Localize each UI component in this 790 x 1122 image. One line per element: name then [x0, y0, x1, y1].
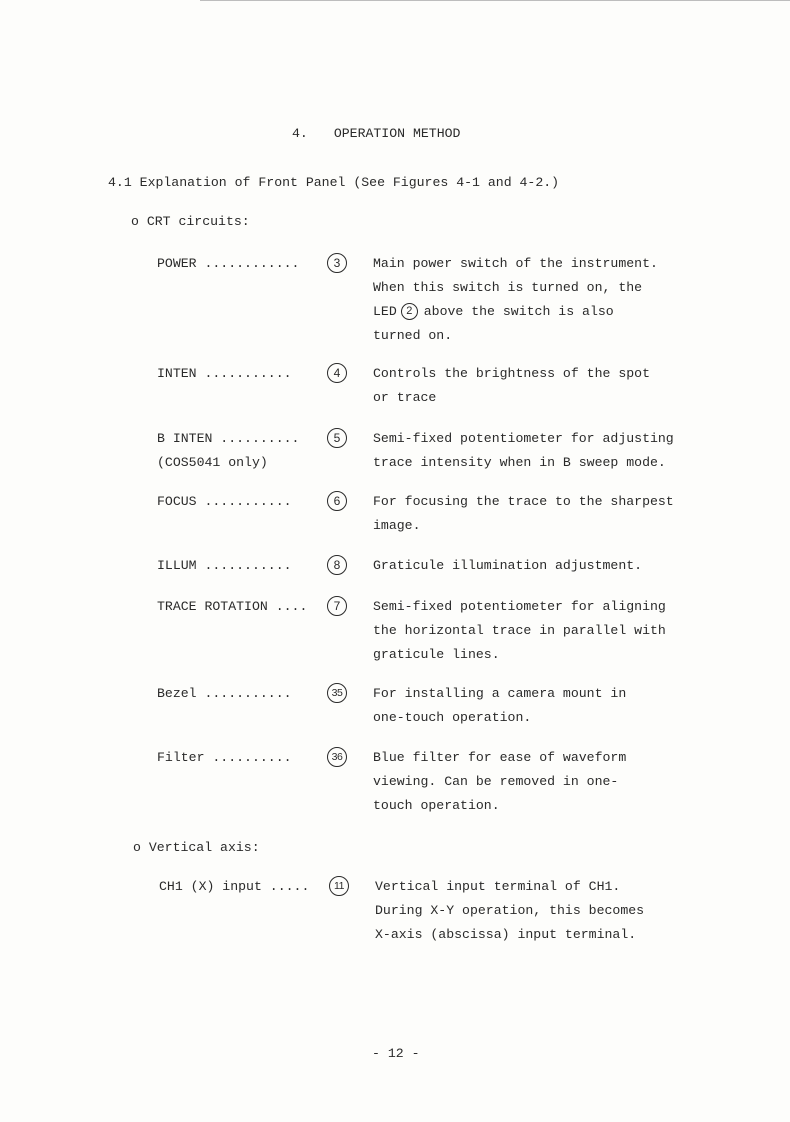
desc-line: or trace — [373, 390, 437, 405]
entry-label — [157, 427, 299, 475]
desc-line: During X-Y operation, this becomes — [375, 903, 645, 918]
entry-label-note: (COS5041 only) — [157, 455, 268, 470]
desc-line: For installing a camera mount in — [373, 686, 627, 701]
entry-label: Filter .......... — [157, 750, 292, 765]
desc-line: Controls the brightness of the spot — [373, 366, 650, 381]
desc-line: Blue filter for ease of waveform — [373, 750, 627, 765]
entry-description — [373, 554, 693, 578]
top-rule — [200, 0, 790, 1]
entry-label: INTEN ........... — [157, 366, 292, 381]
desc-line: graticule lines. — [373, 647, 500, 662]
entry-description — [373, 362, 693, 410]
group-heading-crt: o CRT circuits: — [131, 214, 250, 229]
entry-description — [373, 490, 693, 538]
entry-description — [375, 875, 695, 947]
callout-number: 5 — [327, 428, 347, 448]
page-number: - 12 - — [372, 1046, 420, 1061]
entry-label: TRACE ROTATION .... — [157, 599, 308, 614]
desc-line: X-axis (abscissa) input terminal. — [375, 927, 637, 942]
entry-label: ILLUM ........... — [157, 558, 292, 573]
desc-fragment: LED — [373, 304, 397, 319]
callout-number: 36 — [327, 747, 347, 767]
desc-line: image. — [373, 518, 421, 533]
callout-number: 4 — [327, 363, 347, 383]
entry-description — [373, 252, 693, 348]
desc-line: turned on. — [373, 328, 453, 343]
entry-description — [373, 427, 693, 475]
callout-number: 3 — [327, 253, 347, 273]
entry-description — [373, 595, 693, 667]
entry-description — [373, 746, 693, 818]
desc-line: Semi-fixed potentiometer for adjusting — [373, 431, 674, 446]
desc-line: For focusing the trace to the sharpest — [373, 494, 674, 509]
desc-line — [373, 300, 693, 324]
desc-line: one-touch operation. — [373, 710, 532, 725]
callout-number: 8 — [327, 555, 347, 575]
chapter-title — [292, 122, 460, 146]
desc-line: Main power switch of the instrument. — [373, 256, 658, 271]
callout-number: 6 — [327, 491, 347, 511]
inline-callout-number: 2 — [401, 303, 418, 320]
group-heading-vertical: o Vertical axis: — [133, 840, 260, 855]
desc-line: Semi-fixed potentiometer for aligning — [373, 599, 666, 614]
callout-number: 7 — [327, 596, 347, 616]
desc-line: touch operation. — [373, 798, 500, 813]
chapter-title-text: OPERATION METHOD — [333, 126, 461, 141]
callout-number: 11 — [329, 876, 349, 896]
entry-label: Bezel ........... — [157, 686, 292, 701]
chapter-number: 4. — [292, 126, 308, 141]
entry-label: POWER ............ — [157, 256, 300, 271]
desc-line: Graticule illumination adjustment. — [373, 558, 643, 573]
desc-line: viewing. Can be removed in one- — [373, 774, 619, 789]
entry-label: CH1 (X) input ..... — [159, 879, 310, 894]
entry-label-main: B INTEN .......... — [157, 431, 300, 446]
desc-line: the horizontal trace in parallel with — [373, 623, 666, 638]
callout-number: 35 — [327, 683, 347, 703]
section-heading: 4.1 Explanation of Front Panel (See Figures 4-1 and 4-2.) — [108, 175, 560, 190]
desc-line: trace intensity when in B sweep mode. — [373, 455, 666, 470]
desc-fragment: above the switch is also — [423, 304, 614, 319]
desc-line: When this switch is turned on, the — [373, 280, 643, 295]
desc-line: Vertical input terminal of CH1. — [375, 879, 621, 894]
entry-label: FOCUS ........... — [157, 494, 292, 509]
entry-description — [373, 682, 693, 730]
